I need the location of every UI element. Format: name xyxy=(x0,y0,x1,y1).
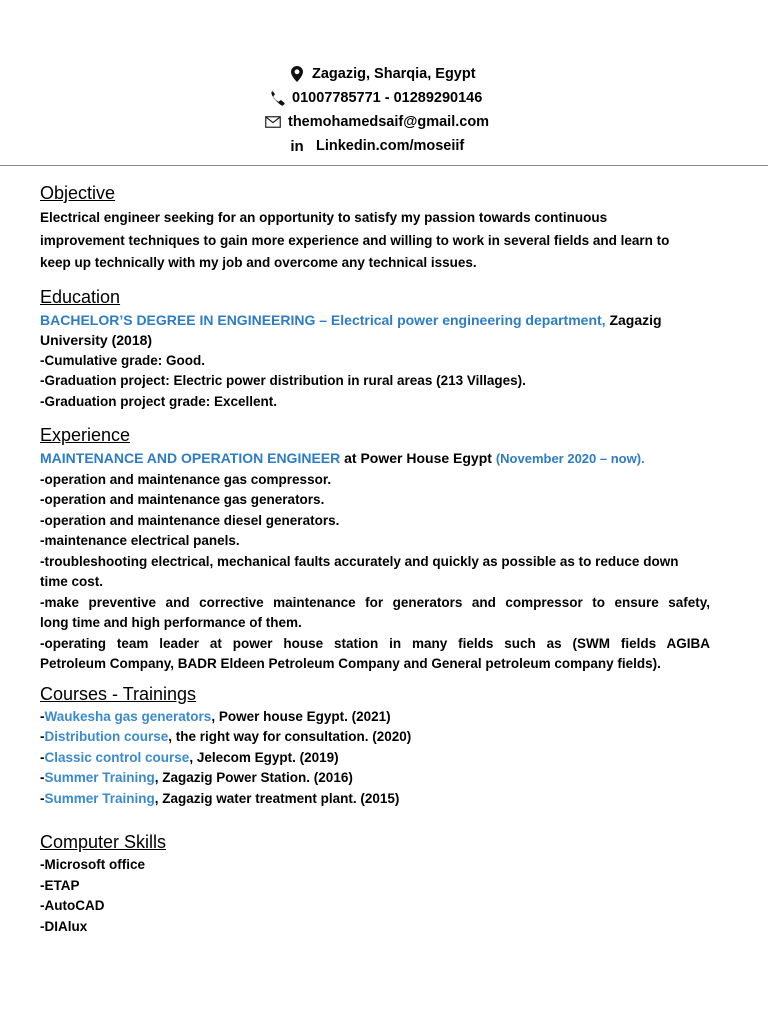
contact-linkedin xyxy=(0,134,768,158)
contact-block xyxy=(0,62,768,158)
course-detail: , Zagazig Power Station. (2016) xyxy=(154,770,353,785)
education-item: -Graduation project grade: Excellent. xyxy=(40,393,278,409)
role-title: MAINTENANCE AND OPERATION ENGINEER xyxy=(40,450,341,466)
contact-phone xyxy=(0,86,768,110)
course-item: -Summer Training, Zagazig water treatment plant. (2015) xyxy=(40,790,400,806)
experience-item: -operation and maintenance gas generators. xyxy=(40,492,325,507)
education-section xyxy=(40,284,710,413)
courses-section xyxy=(40,681,710,810)
contact-location xyxy=(0,62,768,86)
skill-item: -Microsoft office xyxy=(40,857,146,872)
experience-item: -maintenance electrical panels. xyxy=(40,533,240,548)
education-item: -Cumulative grade: Good. xyxy=(40,352,206,368)
objective-heading: Objective xyxy=(40,183,116,203)
course-name: Waukesha gas generators xyxy=(44,708,212,724)
course-detail: , Jelecom Egypt. (2019) xyxy=(189,749,339,765)
linkedin-text[interactable]: Linkedin.com/moseiif xyxy=(316,138,465,154)
map-pin-icon xyxy=(288,65,306,83)
contact-email xyxy=(0,110,768,134)
email-text[interactable]: themohamedsaif@gmail.com xyxy=(288,114,490,130)
resume-content xyxy=(40,180,710,937)
experience-item-cont: long time and high performance of them. xyxy=(40,615,302,630)
course-item: -Distribution course, the right way for consultation. (2020) xyxy=(40,729,412,744)
course-detail: , the right way for consultation. (2020) xyxy=(168,729,412,744)
course-detail: , Zagazig water treatment plant. (2015) xyxy=(154,790,400,806)
education-item: -Graduation project: Electric power distribution in rural areas (213 Villages). xyxy=(40,373,526,388)
objective-section xyxy=(40,180,710,274)
skills-section xyxy=(40,829,710,937)
skill-item: -DIAlux xyxy=(40,918,88,934)
experience-item: -operating team leader at power house station in many fields such as (SWM fields AGIBA xyxy=(40,635,710,651)
role-period: (November 2020 – now). xyxy=(495,451,645,466)
location-text: Zagazig, Sharqia, Egypt xyxy=(312,66,476,82)
course-name: Classic control course xyxy=(44,749,190,765)
objective-line-1: Electrical engineer seeking for an opportunity to satisfy my passion towards continuous xyxy=(40,210,608,225)
objective-line-2: improvement techniques to gain more experience and willing to work in several fields and learn to xyxy=(40,232,670,248)
phone-text: 01007785771 - 01289290146 xyxy=(292,90,483,106)
phone-icon xyxy=(268,89,286,107)
experience-item-cont: time cost. xyxy=(40,574,104,589)
course-detail: , Power house Egypt. (2021) xyxy=(211,708,391,724)
experience-section xyxy=(40,422,710,675)
skill-item: -AutoCAD xyxy=(40,898,105,913)
experience-item: -troubleshooting electrical, mechanical faults accurately and quickly as possible as to reduce down xyxy=(40,553,679,569)
experience-heading: Experience xyxy=(40,425,131,445)
course-item: -Waukesha gas generators, Power house Egypt. (2021) xyxy=(40,708,391,724)
course-item: -Classic control course, Jelecom Egypt. (2019) xyxy=(40,749,339,765)
course-name: Summer Training xyxy=(44,770,155,785)
envelope-icon xyxy=(264,113,282,131)
skill-item: -ETAP xyxy=(40,877,80,893)
objective-line-3: keep up technically with my job and overcome any technical issues. xyxy=(40,255,477,270)
experience-item: -make preventive and corrective maintenance for generators and compressor to ensure safety, xyxy=(40,594,710,610)
education-degree xyxy=(40,310,710,331)
experience-item: -operation and maintenance diesel generators. xyxy=(40,512,340,528)
experience-item: -operation and maintenance gas compressor. xyxy=(40,471,332,487)
course-name: Distribution course xyxy=(44,729,169,744)
education-university-cont: University (2018) xyxy=(40,332,153,348)
course-name: Summer Training xyxy=(44,790,155,806)
degree-university: Zagazig xyxy=(609,311,662,328)
linkedin-icon: in xyxy=(290,137,304,155)
role-company: at Power House Egypt xyxy=(344,450,492,466)
skills-heading: Computer Skills xyxy=(40,832,167,852)
courses-heading: Courses - Trainings xyxy=(40,683,197,704)
experience-role xyxy=(40,448,710,470)
header-divider xyxy=(0,165,768,166)
education-heading: Education xyxy=(40,286,121,307)
course-item: -Summer Training, Zagazig Power Station. (2016) xyxy=(40,770,353,785)
degree-title: BACHELOR’S DEGREE IN ENGINEERING – Electrical power engineering department, xyxy=(40,311,606,328)
experience-item-cont: Petroleum Company, BADR Eldeen Petroleum Company and General petroleum company fields). xyxy=(40,656,661,671)
